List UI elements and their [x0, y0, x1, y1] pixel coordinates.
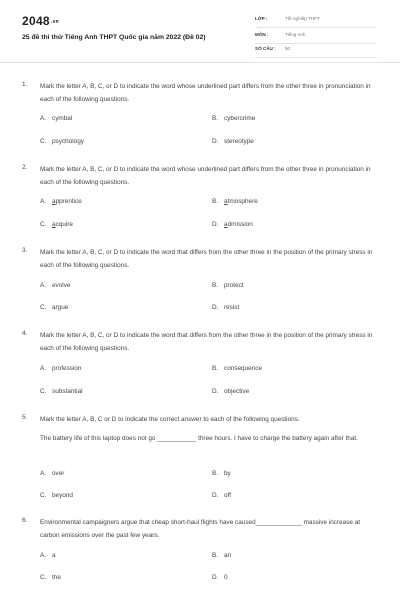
- option-a[interactable]: A. profession: [40, 365, 82, 372]
- question-stem: The battery life of this laptop does not go ___________ three hours. I have to charge the battery again after that.: [40, 435, 358, 442]
- option-b[interactable]: B. an: [212, 552, 232, 559]
- option-d[interactable]: D. 0: [212, 574, 228, 581]
- exam-title: 25 đề thi thử Tiếng Anh THPT Quốc gia năm 2022 (Đề 02): [22, 34, 206, 41]
- option-b[interactable]: B. by: [212, 470, 231, 477]
- meta-label: MÔN :: [255, 32, 269, 37]
- option-b[interactable]: B. cybercrime: [212, 115, 256, 122]
- option-d[interactable]: D. off: [212, 492, 231, 499]
- question-text: Mark the letter A, B, C, or D to indicate the word that differs from the other three in the position of the primary stress in each of the following questions.: [40, 249, 373, 269]
- option-d[interactable]: D. resist: [212, 304, 240, 311]
- question-text: Environmental campaigners argue that cheap short-haul flights have caused_____________ massive increase at carbon emissions over the past few years.: [40, 519, 361, 539]
- meta-label: LỚP :: [255, 16, 268, 21]
- question-text: Mark the letter A, B, C, or D to indicate the word whose underlined part differs from the other three in pronunciation in each of the following questions.: [40, 166, 371, 186]
- question-number: 3.: [22, 247, 28, 254]
- option-c[interactable]: C. acquire: [40, 221, 73, 228]
- question-text: Mark the letter A, B, C, or D to indicate the word whose underlined part differs from the other three in pronunciation in each of the following questions.: [40, 83, 371, 103]
- option-b[interactable]: B. atmosphere: [212, 198, 258, 205]
- logo-domain: .vn: [50, 18, 60, 25]
- meta-row-class: [255, 12, 377, 28]
- meta-value: 50: [285, 46, 291, 51]
- option-d[interactable]: D. objective: [212, 388, 250, 395]
- question-number: 2.: [22, 164, 28, 171]
- option-a[interactable]: A. apprentice: [40, 198, 82, 205]
- option-c[interactable]: C. substantial: [40, 388, 83, 395]
- meta-label: SỐ CÂU :: [255, 46, 276, 51]
- option-a[interactable]: A. cymbal: [40, 115, 73, 122]
- logo-text: 2048: [22, 14, 50, 28]
- meta-value: Tốt nghiệp THPT: [285, 16, 320, 21]
- question-number: 4.: [22, 330, 28, 337]
- option-b[interactable]: B. consequence: [212, 365, 263, 372]
- option-a[interactable]: A. evolve: [40, 282, 71, 289]
- meta-value: Tiếng Anh: [285, 32, 306, 37]
- question-number: 1.: [22, 81, 28, 88]
- question-text: Mark the letter A, B, C or D to indicate the correct answer to each of the following questions.: [40, 416, 300, 423]
- option-d[interactable]: D. admission: [212, 221, 253, 228]
- option-d[interactable]: D. stereotype: [212, 138, 254, 145]
- site-logo[interactable]: [22, 14, 59, 28]
- option-c[interactable]: C. psychology: [40, 138, 84, 145]
- option-a[interactable]: A. over: [40, 470, 65, 477]
- question-text: Mark the letter A, B, C, or D to indicate the word that differs from the other three in the position of the primary stress in each of the following questions.: [40, 332, 373, 352]
- exam-header: [0, 0, 400, 63]
- question-number: 6.: [22, 517, 28, 524]
- option-c[interactable]: C. beyond: [40, 492, 73, 499]
- question-number: 5.: [22, 414, 28, 421]
- option-a[interactable]: A. a: [40, 552, 56, 559]
- option-c[interactable]: C. argue: [40, 304, 69, 311]
- meta-row-count: [255, 42, 377, 58]
- option-c[interactable]: C. the: [40, 574, 61, 581]
- option-b[interactable]: B. protect: [212, 282, 244, 289]
